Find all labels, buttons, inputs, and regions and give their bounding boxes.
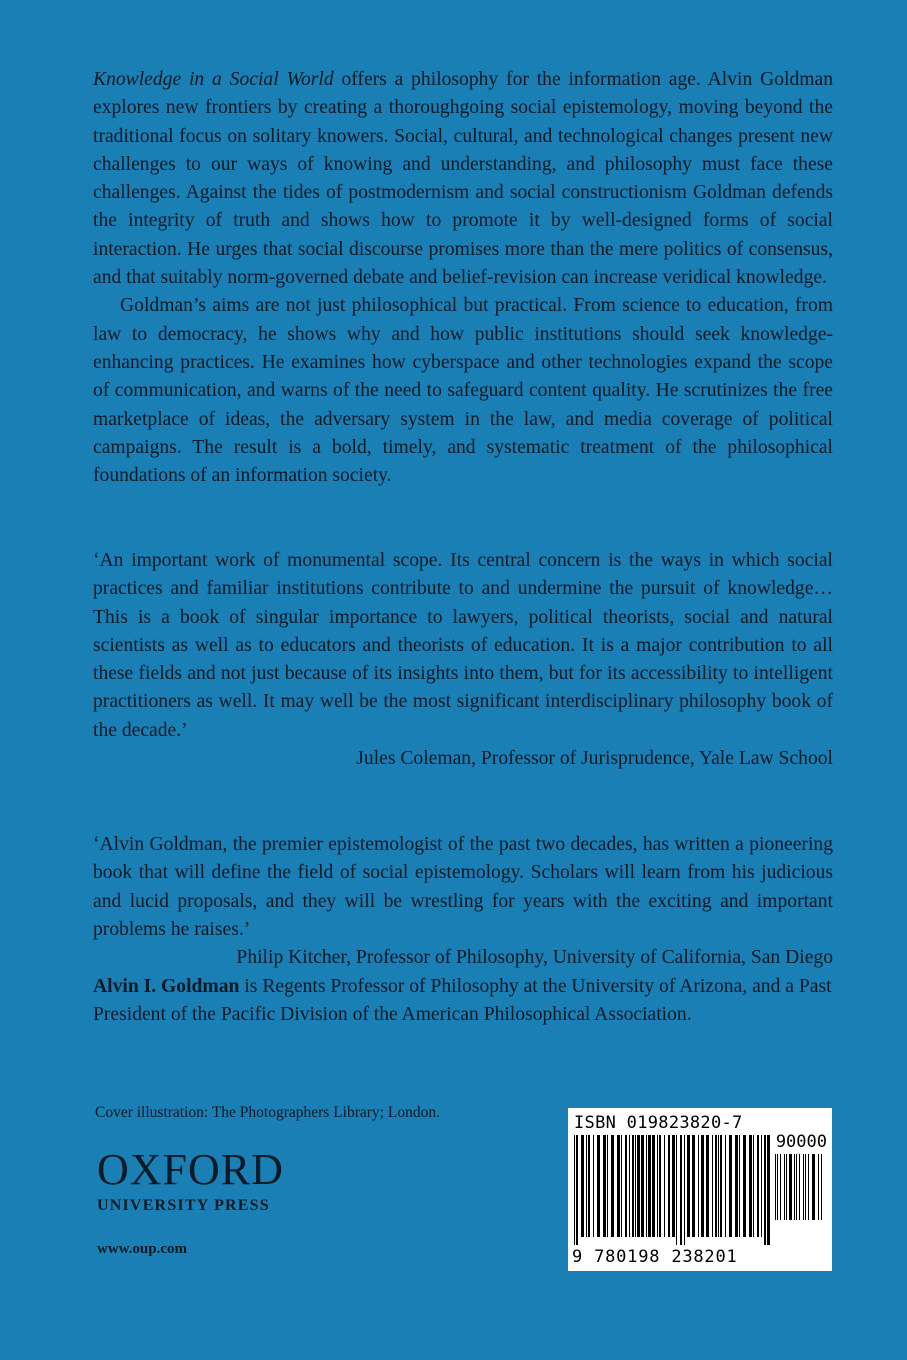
author-name: Alvin I. Goldman — [93, 976, 240, 997]
barcode-bar — [625, 1135, 627, 1237]
barcode-bar — [753, 1135, 754, 1237]
barcode-bar — [706, 1135, 709, 1237]
barcode-panel — [568, 1108, 832, 1271]
author-bio — [93, 973, 833, 1030]
barcode-bar — [586, 1135, 587, 1237]
barcode-bar — [632, 1135, 634, 1237]
barcode-bar — [646, 1135, 647, 1237]
barcode-bar — [641, 1135, 644, 1237]
barcode-bar — [789, 1154, 792, 1220]
review-quote-text: ‘An important work of monumental scope. Its central concern is the ways in which social practices and familiar institutions contribute to and undermine the pursuit of knowledge…This is a book of singular importance to lawyers, political theorists, social and natural scientists as well as to educators and theorists of education. It is a major contribution to all these fields and not just because of its insights into them, but for its accessibility to intelligent practitioners as well. It may well be the most significant interdisciplinary philosophy book of the decade.’ — [93, 550, 833, 741]
review-quote-1 — [93, 547, 833, 773]
barcode-bar — [821, 1154, 822, 1220]
publisher-logo: OXFORD — [97, 1145, 284, 1194]
barcode-bar — [757, 1135, 759, 1237]
publisher-website: www.oup.com — [97, 1241, 188, 1257]
barcode-bar — [764, 1135, 766, 1245]
barcode-bar — [701, 1135, 704, 1237]
barcode-bar — [761, 1135, 762, 1237]
barcode-bar — [659, 1135, 661, 1237]
barcode-bar — [718, 1135, 719, 1237]
price-code: 90000 — [775, 1132, 827, 1152]
barcode-bar — [676, 1135, 677, 1245]
barcode-bar — [799, 1154, 800, 1220]
barcode-bar — [597, 1135, 600, 1237]
barcode-bar — [664, 1135, 665, 1237]
addon-barcode — [775, 1154, 825, 1234]
barcode-bar — [812, 1154, 815, 1220]
barcode-bar — [576, 1135, 578, 1245]
barcode-bar — [794, 1154, 795, 1220]
barcode-bar — [574, 1135, 575, 1245]
barcode-bar — [581, 1135, 584, 1237]
review-quote-text: ‘Alvin Goldman, the premier epistemologist of the past two decades, has written a pioneering book that will define the field of social epistemology. Scholars will learn from his judicious and lucid proposals, and they will be wrestling for years with the exciting and important problems he raises.’ — [93, 834, 833, 940]
review-attribution: Philip Kitcher, Professor of Philosophy, University of California, San Diego — [236, 947, 833, 969]
barcode-bar — [735, 1135, 738, 1237]
barcode-bar — [637, 1135, 640, 1237]
barcode-bar — [775, 1154, 776, 1220]
ean-digits: 9 780198 238201 — [572, 1247, 738, 1267]
barcode-bar — [743, 1135, 746, 1237]
barcode-bar — [805, 1154, 806, 1220]
barcode-bar — [777, 1154, 778, 1220]
ean-barcode — [574, 1135, 770, 1245]
barcode-bar — [617, 1135, 620, 1237]
description — [93, 66, 833, 490]
barcode-bar — [672, 1135, 675, 1237]
barcode-bar — [603, 1135, 606, 1237]
barcode-bar — [715, 1135, 717, 1237]
barcode-bar — [607, 1135, 608, 1237]
barcode-bar — [818, 1154, 819, 1220]
barcode-bar — [629, 1135, 630, 1237]
barcode-bar — [796, 1154, 797, 1220]
barcode-bar — [808, 1154, 809, 1220]
barcode-bar — [611, 1135, 614, 1237]
barcode-bar — [725, 1135, 726, 1237]
description-paragraph-1 — [93, 66, 833, 292]
author-bio-text: is Regents Professor of Philosophy at the University of Arizona, and a Past President of the Pacific Division of the American Philosophical Association. — [93, 976, 832, 1026]
barcode-bar — [668, 1135, 670, 1237]
review-quote-2 — [93, 831, 833, 972]
barcode-bar — [588, 1135, 590, 1237]
barcode-bar — [687, 1135, 690, 1237]
book-title: Knowledge in a Social World — [93, 69, 334, 90]
barcode-bar — [786, 1154, 787, 1220]
barcode-bar — [692, 1135, 695, 1237]
review-attribution: Jules Coleman, Professor of Jurisprudence, Yale Law School — [356, 748, 833, 770]
barcode-bar — [684, 1135, 685, 1245]
barcode-bar — [729, 1135, 732, 1237]
barcode-bar — [648, 1135, 651, 1237]
barcode-bar — [635, 1135, 636, 1237]
barcode-bar — [593, 1135, 594, 1237]
barcode-bar — [621, 1135, 622, 1237]
barcode-bar — [652, 1135, 655, 1237]
barcode-bar — [749, 1135, 752, 1237]
barcode-bar — [803, 1154, 804, 1220]
cover-credit: Cover illustration: The Photographers Library; London. — [95, 1104, 440, 1121]
barcode-bar — [657, 1135, 658, 1237]
description-paragraph-2: Goldman’s aims are not just philosophical but practical. From science to education, from law to democracy, he shows why and how public institutions should seek knowledge-enhancing practices. He examines how cyberspace and other technologies expand the scope of communication, and warns of the need to safeguard content quality. He scrutinizes the free marketplace of ideas, the adversary system in the law, and media coverage of political campaigns. The result is a bold, timely, and systematic treatment of the philosophical foundations of an information society. — [93, 295, 833, 487]
barcode-bar — [780, 1154, 781, 1220]
barcode-bar — [680, 1135, 682, 1245]
barcode-bar — [712, 1135, 713, 1237]
barcode-bar — [698, 1135, 699, 1237]
barcode-bar — [784, 1154, 785, 1220]
barcode-bar — [720, 1135, 722, 1237]
description-paragraph-1-text: offers a philosophy for the information age. Alvin Goldman explores new frontiers by creating a thoroughgoing social epistemology, moving beyond the traditional focus on solitary knowers. Social, cultural, and technological changes present new challenges to our ways of knowing and understanding, and philosophy must face these challenges. Against the tides of postmodernism and social constructionism Goldman defends the integrity of truth and shows how to promote it by well-designed forms of social interaction. He urges that social discourse promises more than the mere politics of consensus, and that suitably norm-governed debate and belief-revision can increase veridical knowledge. — [93, 69, 833, 289]
isbn-text: ISBN 019823820-7 — [574, 1113, 743, 1133]
barcode-bar — [767, 1135, 770, 1245]
barcode-bar — [739, 1135, 740, 1237]
publisher-subtitle: UNIVERSITY PRESS — [97, 1197, 270, 1214]
